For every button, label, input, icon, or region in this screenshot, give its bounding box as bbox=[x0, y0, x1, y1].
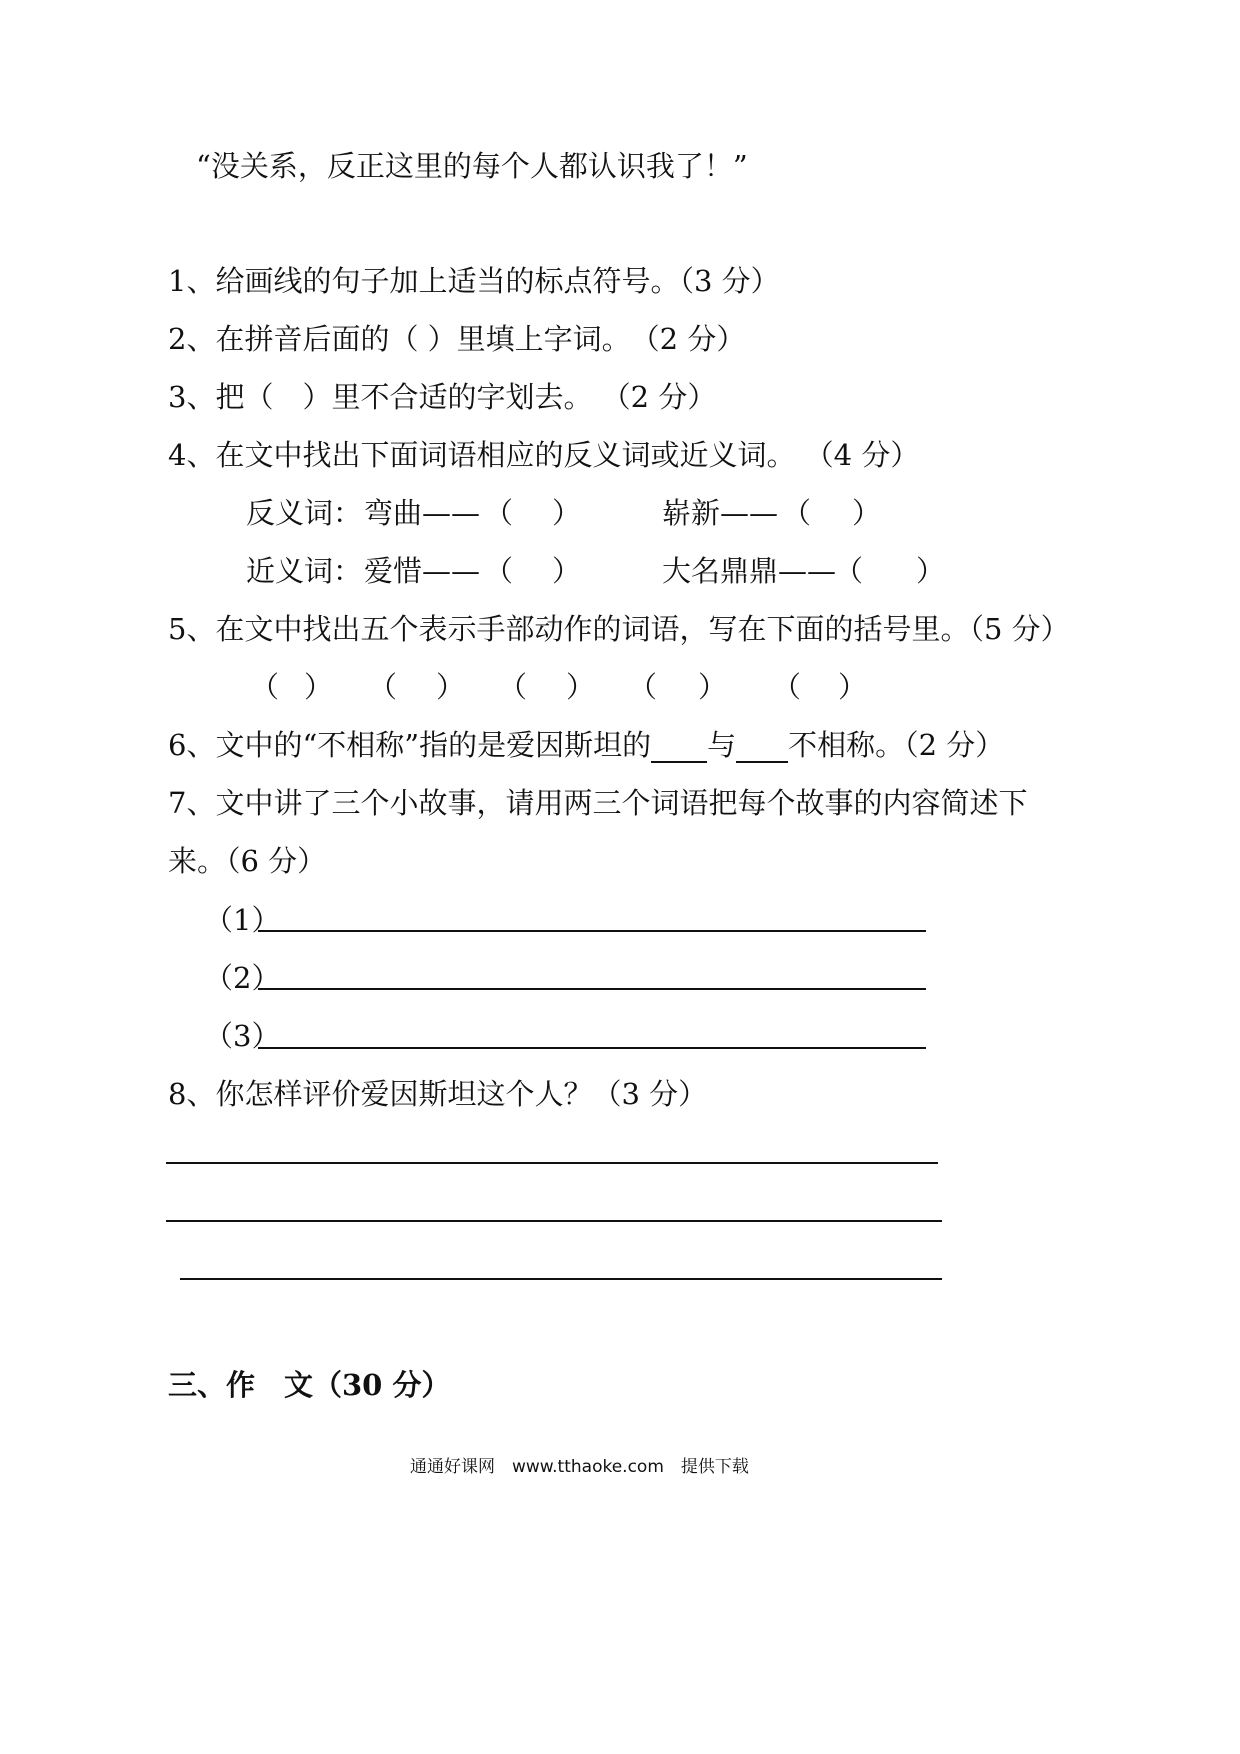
answer-blank[interactable] bbox=[736, 733, 788, 763]
synonym-word-1: 爱惜—— bbox=[364, 554, 481, 588]
answer-line[interactable] bbox=[258, 1047, 926, 1049]
answer-paren-open: （ bbox=[834, 554, 864, 588]
item-label-1: （1） bbox=[204, 903, 281, 937]
answer-paren-close: ） bbox=[304, 670, 334, 704]
antonym-word-2: 崭新—— bbox=[662, 496, 779, 530]
answer-paren-close: ） bbox=[436, 670, 466, 704]
question-6-text-2: 与 bbox=[707, 728, 737, 762]
question-6-text-3: 不相称。（2 分） bbox=[788, 728, 1005, 762]
answer-paren-close: ） bbox=[552, 554, 582, 588]
question-6 bbox=[168, 727, 1004, 763]
answer-line[interactable] bbox=[258, 930, 926, 932]
answer-line[interactable] bbox=[166, 1162, 938, 1164]
answer-line[interactable] bbox=[166, 1220, 942, 1222]
answer-paren-open: （ bbox=[628, 670, 658, 704]
item-label-2: （2） bbox=[204, 961, 281, 995]
antonym-word-1: 弯曲—— bbox=[364, 496, 481, 530]
question-5: 5、在文中找出五个表示手部动作的词语，写在下面的括号里。（5 分） bbox=[168, 612, 1070, 646]
answer-paren-open: （ bbox=[484, 496, 514, 530]
question-7-line-1: 7、文中讲了三个小故事，请用两三个词语把每个故事的内容简述下 bbox=[168, 786, 1028, 820]
answer-paren-open: （ bbox=[250, 670, 280, 704]
answer-paren-close: ） bbox=[838, 670, 868, 704]
question-2: 2、在拼音后面的（ ）里填上字词。 （2 分） bbox=[168, 322, 746, 356]
question-6-text-1: 6、文中的“不相称”指的是爱因斯坦的 bbox=[168, 728, 652, 762]
answer-line[interactable] bbox=[180, 1278, 942, 1280]
item-label-3: （3） bbox=[204, 1019, 281, 1053]
answer-line[interactable] bbox=[258, 988, 926, 990]
section-3-heading: 三、作 文（30 分） bbox=[168, 1368, 451, 1402]
question-4: 4、在文中找出下面词语相应的反义词或近义词。 （4 分） bbox=[168, 438, 920, 472]
answer-paren-open: （ bbox=[368, 670, 398, 704]
quote-sentence: “没关系，反正这里的每个人都认识我了！” bbox=[196, 149, 748, 183]
question-8: 8、你怎样评价爱因斯坦这个人？（3 分） bbox=[168, 1077, 708, 1111]
synonym-word-2: 大名鼎鼎—— bbox=[662, 554, 837, 588]
answer-paren-close: ） bbox=[552, 496, 582, 530]
synonym-label: 近义词： bbox=[246, 554, 363, 588]
question-1: 1、给画线的句子加上适当的标点符号。（3 分） bbox=[168, 264, 780, 298]
answer-paren-open: （ bbox=[772, 670, 802, 704]
answer-paren-open: （ bbox=[498, 670, 528, 704]
answer-paren-close: ） bbox=[698, 670, 728, 704]
question-3: 3、把（ ）里不合适的字划去。 （2 分） bbox=[168, 380, 717, 414]
answer-paren-open: （ bbox=[484, 554, 514, 588]
question-7-line-2: 来。（6 分） bbox=[168, 844, 327, 878]
answer-paren-open: （ bbox=[782, 496, 812, 530]
antonym-label: 反义词： bbox=[246, 496, 363, 530]
footer-credit: 通通好课网 www.tthaoke.com 提供下载 bbox=[410, 1457, 749, 1477]
answer-paren-close: ） bbox=[916, 554, 946, 588]
answer-blank[interactable] bbox=[651, 733, 707, 763]
answer-paren-close: ） bbox=[852, 496, 882, 530]
answer-paren-close: ） bbox=[566, 670, 596, 704]
